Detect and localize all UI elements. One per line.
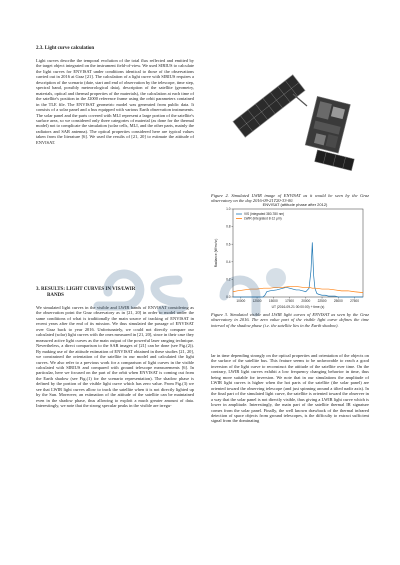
x-tick-label: 15000 [268,299,278,303]
y-axis-label: Radiance (W/m²/sr) [214,238,218,268]
section-2-3-paragraph: Light curves describe the temporal evolution of the total flux reflected and emitted by the target object integrated on the instrument field-of-view. We used SIRIUS to calculate the light curves for ENVISAT under conditions identical to those of the observations carried out in 2016 at Graz [21]. The calculation of a light curve with SIRIUS requires a description of the scenario (date, start and end of observation by the telescope, time step, spectral band, possibly meteorological data), description of the satellite (geometry, materials, optical and thermal properties of the materials), the calculation at each time of the satellite's position in the J2000 reference frame using the orbit parameters contained in the TLE file. The ENVISAT geometric model was generated from public data. It consists of a solar panel and a bus equipped with various Earth observation instruments. The solar panel and the parts covered with MLI represent a large portion of the satellite's surface area, so we considered only three categories of material (as done for the thermal model) not to complicate the simulation (solar cells, MLI, and the other parts, mainly the radiators and SAR antenna). The optical properties considered here are typical values taken from the literature [6]. We used the results of [21, 20] to estimate the attitude of ENVISAT. [36,58,194,145]
x-tick-label: 27500 [350,299,359,303]
x-tick-label: 12500 [252,299,262,303]
y-tick-label: 0.8 [226,224,231,229]
y-tick-label: 0.6 [226,242,231,247]
figure-3-light-curve-chart [211,200,369,310]
legend-label-1: LWIR (integrated 8-12 µm) [244,216,282,221]
section-3-paragraph: We simulated light curves in the visible and LWIR bands of ENVISAT considering as the observation point the Graz observatory as in [21, 20] in order to model under the same conditions of what is traditionally the main source of tracking of ENVISAT in recent years after the end of its mission. We thus simulated the passage of ENVISAT over Graz back to year 2016. Unfortunately, we could not directly compare our calculated (solar) light curves with the ones measured in [21, 20], since in their case they measured active light curves as the main output of the powerful laser ranging technique. Nevertheless, a direct comparison to the SAR images of [21] can be done (see Fig.(2)). By making use of the attitude estimation of ENVISAT obtained in these studies [21, 20], we constrained the orientation of the satellite in our model and calculated the light curves. We also refer to a previous work for a comparison of light curves in the visible calculated with SIRIUS and compared with ground telescope measurements [6]. In particular, here we focused on the part of the orbit when ENVISAT is coming out from the Earth shadow (see Fig.(1) for the scenario representation). The shadow phase is defined by the portion of the visible light curve which has zero value. From Fig.(3) we see that LWIR light curves allow to track the satellite when it is not directly lighted up by the Sun. Moreover, an estimation of the attitude of the satellite can be maintained even in the shadow phase, thus allowing to exploit a much greater amount of data. Interestingly, we note that the strong specular peaks in the visible are irregu- [36,305,194,409]
figure-2-lwir-image [211,50,369,188]
section-3-heading [36,287,194,298]
section-3-heading-line2: BANDS [47,292,64,298]
x-tick-label: 22500 [317,299,327,303]
legend-label-0: VIS (integrated 380-780 nm) [244,212,285,217]
x-tick-label: 17500 [285,299,294,303]
x-tick-label: 25000 [333,299,343,303]
x-tick-label: 20000 [301,299,311,303]
figure-3-caption: Figure 3. Simulated visible and LWIR light curves of ENVISAT as seen by the Graz observatory in 2016. The zero value part of the visible light curve defines the time interval of the shadow phase (i.e. the satellite lies in the Earth shadow). [211,312,369,328]
x-axis-label: UT (2016-09-21 00:00:00) + time (s) [271,305,325,309]
section-3-heading-line1: 3. RESULTS: LIGHT CURVES IN VIS/LWIR [36,287,136,292]
plot-frame [233,209,363,297]
figure-2-caption: Figure 2. Simulated LWIR image of ENVISAT as it would be seen by the Graz observatory on the day 2016-09-21T20-33-00. [211,193,369,204]
x-axis-ticks [236,297,359,303]
section-2-3-heading: 2.3. Light curve calculation [36,46,95,51]
y-tick-label: 0.4 [226,259,231,264]
y-tick-label: 1.0 [226,207,231,212]
chart-series [233,242,363,297]
chart-title: ENVISAT (attitude phase after 2012) [262,202,328,207]
section-3-continued-paragraph: lar in time depending strongly on the optical properties and orientation of the objects on the surface of the satellite bus. This feature seems to be unfavorable to reach a good inversion of the light curve to reconstruct the attitude of the satellite over time. On the contrary, LWIR light curves exhibit a low frequency changing behavior in time, thus being more suitable for inversion. We note that in our simulations the amplitude of LWIR light curves is higher when the hot parts of the satellite (the solar panel) are oriented toward the observing telescope (and just spinning around a tilted nadir axis). In the final part of the simulated light curve, the satellite is oriented toward the observer in a way that the solar panel is not directly visible, thus giving a LWIR light curve which is lower in amplitude. Interestingly, the main part of the satellite thermal IR signature comes from the solar panel. Finally, the well known drawback of the thermal infrared detection of space objects from ground telescopes, is the difficulty to extract sufficient signal from the dominating [211,353,369,424]
chart-legend [236,212,284,221]
y-axis-ticks [226,207,233,299]
series-line-1 [233,286,363,292]
y-tick-label: 0.2 [226,277,231,282]
y-tick-label: 0.0 [226,295,231,300]
x-tick-label: 10000 [236,299,246,303]
